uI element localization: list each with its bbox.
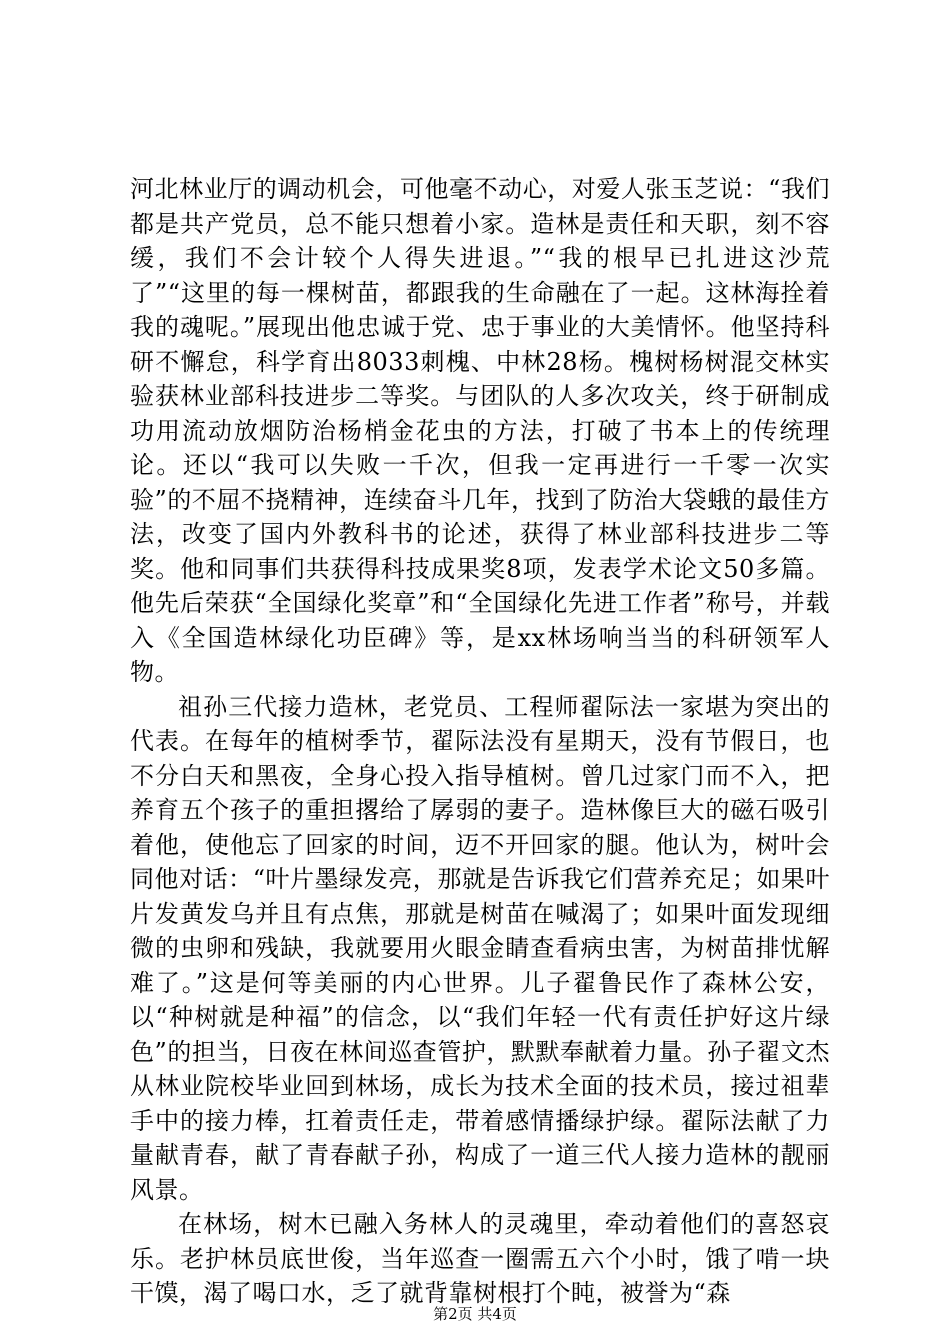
document-body — [130, 172, 830, 1311]
page-number-footer: 第2页 共4页 — [433, 1305, 517, 1323]
paragraph-1: 河北林业厅的调动机会，可他毫不动心，对爱人张玉芝说：“我们都是共产党员，总不能只想着小家。造林是责任和天职，刻不容缓，我们不会计较个人得失进退。”“我的根早已扎进这沙荒了”“这里的每一棵树苗，都跟我的生命融在了一起。这林海拴着我的魂呢。”展现出他忠诚于党、忠于事业的大美情怀。他坚持科研不懈怠，科学育出8033刺槐、中林28杨。槐树杨树混交林实验获林业部科技进步二等奖。与团队的人多次攻关，终于研制成功用流动放烟防治杨梢金花虫的方法，打破了书本上的传统理论。还以“我可以失败一千次，但我一定再进行一千零一次实验”的不屈不挠精神，连续奋斗几年，找到了防治大袋蛾的最佳方法，改变了国内外教科书的论述，获得了林业部科技进步二等奖。他和同事们共获得科技成果奖8项，发表学术论文50多篇。他先后荣获“全国绿化奖章”和“全国绿化先进工作者”称号，并载入《全国造林绿化功臣碑》等，是xx林场响当当的科研领军人物。 — [130, 175, 830, 686]
paragraph-2: 祖孙三代接力造林，老党员、工程师翟际法一家堪为突出的代表。在每年的植树季节，翟际法没有星期天，没有节假日，也不分白天和黑夜，全身心投入指导植树。曾几过家门而不入，把养育五个孩子的重担撂给了孱弱的妻子。造林像巨大的磁石吸引着他，使他忘了回家的时间，迈不开回家的腿。他认为，树叶会同他对话：“叶片墨绿发亮，那就是告诉我它们营养充足；如果叶片发黄发乌并且有点焦，那就是树苗在喊渴了；如果叶面发现细微的虫卵和残缺，我就要用火眼金睛查看病虫害，为树苗排忧解难了。”这是何等美丽的内心世界。儿子翟鲁民作了森林公安，以“种树就是种福”的信念，以“我们年轻一代有责任护好这片绿色”的担当，日夜在林间巡查管护，默默奉献着力量。孙子翟文杰从林业院校毕业回到林场，成长为技术全面的技术员，接过祖辈手中的接力棒，扛着责任走，带着感情播绿护绿。翟际法献了力量献青春，献了青春献子孙，构成了一道三代人接力造林的靓丽风景。 — [130, 692, 830, 1204]
paragraph-3: 在林场，树木已融入务林人的灵魂里，牵动着他们的喜怒哀乐。老护林员底世俊，当年巡查一圈需五六个小时，饿了啃一块干馍，渴了喝口水，乏了就背靠树根打个盹，被誉为“森 — [130, 1210, 830, 1307]
